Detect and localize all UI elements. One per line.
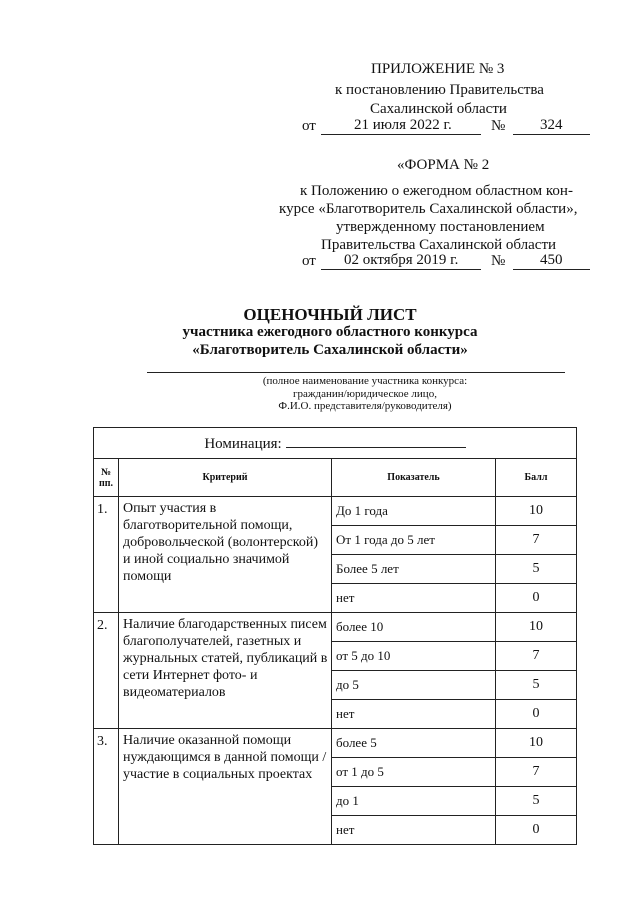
table-row: [94, 497, 577, 526]
form-from-label: от: [302, 253, 316, 269]
indicator-cell: от 5 до 10: [332, 642, 496, 671]
form-line-4: Правительства Сахалинской области: [321, 237, 557, 253]
score-cell: 7: [496, 758, 577, 787]
form-line-3: утвержденному постановлением: [336, 219, 545, 235]
score-cell: 7: [496, 642, 577, 671]
criterion-text: Наличие оказанной помощи нуждающимся в данной помощи / участие в социальных проектах: [119, 729, 332, 845]
indicator-cell: более 10: [332, 613, 496, 642]
appendix-number-line: [513, 134, 590, 135]
appendix-number-sign: №: [491, 118, 506, 134]
header-indicator: Показатель: [332, 459, 496, 497]
form-number-line: [513, 269, 590, 270]
appendix-number: 324: [540, 117, 563, 133]
score-cell: 0: [496, 816, 577, 845]
table-row: [94, 613, 577, 642]
score-cell: 7: [496, 526, 577, 555]
nomination-row: [94, 428, 577, 459]
header-criterion: Критерий: [119, 459, 332, 497]
indicator-cell: нет: [332, 584, 496, 613]
score-cell: 5: [496, 787, 577, 816]
page-title: ОЦЕНОЧНЫЙ ЛИСТ: [243, 305, 417, 324]
participant-note-1: (полное наименование участника конкурса:: [262, 375, 468, 387]
row-number: 3.: [94, 729, 119, 845]
appendix-line-1: к постановлению Правительства: [335, 82, 544, 98]
appendix-title: ПРИЛОЖЕНИЕ № 3: [371, 61, 505, 77]
header-score: Балл: [496, 459, 577, 497]
criterion-text: Наличие благодарственных писем благополучателей, газетных и журнальных статей, публикаций в сети Интернет фото- и видеоматериалов: [119, 613, 332, 729]
participant-note-3: Ф.И.О. представителя/руководителя): [278, 400, 452, 412]
evaluation-table: [93, 427, 577, 845]
indicator-cell: более 5: [332, 729, 496, 758]
score-cell: 10: [496, 729, 577, 758]
form-date: 02 октября 2019 г.: [344, 252, 459, 268]
participant-name-line: [147, 372, 565, 373]
form-line-1: к Положению о ежегодном областном кон-: [300, 183, 573, 199]
form-title: «ФОРМА № 2: [397, 157, 490, 173]
table-header-row: [94, 459, 577, 497]
indicator-cell: нет: [332, 816, 496, 845]
criterion-text: Опыт участия в благотворительной помощи, добровольческой (волонтерской) и иной социально значимой помощи: [119, 497, 332, 613]
indicator-cell: до 1: [332, 787, 496, 816]
indicator-cell: до 5: [332, 671, 496, 700]
row-number: 2.: [94, 613, 119, 729]
score-cell: 10: [496, 613, 577, 642]
indicator-cell: от 1 до 5: [332, 758, 496, 787]
form-number: 450: [540, 252, 563, 268]
appendix-date-line: [321, 134, 481, 135]
score-cell: 10: [496, 497, 577, 526]
appendix-line-2: Сахалинской области: [370, 101, 507, 117]
header-num: № пп.: [94, 459, 119, 497]
form-date-line: [321, 269, 481, 270]
nomination-cell: [94, 428, 577, 459]
page-subtitle-1: участника ежегодного областного конкурса: [182, 324, 478, 340]
table-row: [94, 729, 577, 758]
participant-note-2: гражданин/юридическое лицо,: [293, 388, 437, 400]
score-cell: 0: [496, 584, 577, 613]
indicator-cell: нет: [332, 700, 496, 729]
score-cell: 5: [496, 671, 577, 700]
nomination-field[interactable]: [286, 434, 466, 448]
form-line-2: курсе «Благотворитель Сахалинской области»,: [279, 201, 578, 217]
row-number: 1.: [94, 497, 119, 613]
indicator-cell: От 1 года до 5 лет: [332, 526, 496, 555]
indicator-cell: До 1 года: [332, 497, 496, 526]
score-cell: 5: [496, 555, 577, 584]
nomination-label: Номинация:: [204, 436, 282, 452]
score-cell: 0: [496, 700, 577, 729]
appendix-from-label: от: [302, 118, 316, 134]
page-subtitle-2: «Благотворитель Сахалинской области»: [192, 342, 468, 358]
appendix-date: 21 июля 2022 г.: [354, 117, 452, 133]
form-number-sign: №: [491, 253, 506, 269]
indicator-cell: Более 5 лет: [332, 555, 496, 584]
